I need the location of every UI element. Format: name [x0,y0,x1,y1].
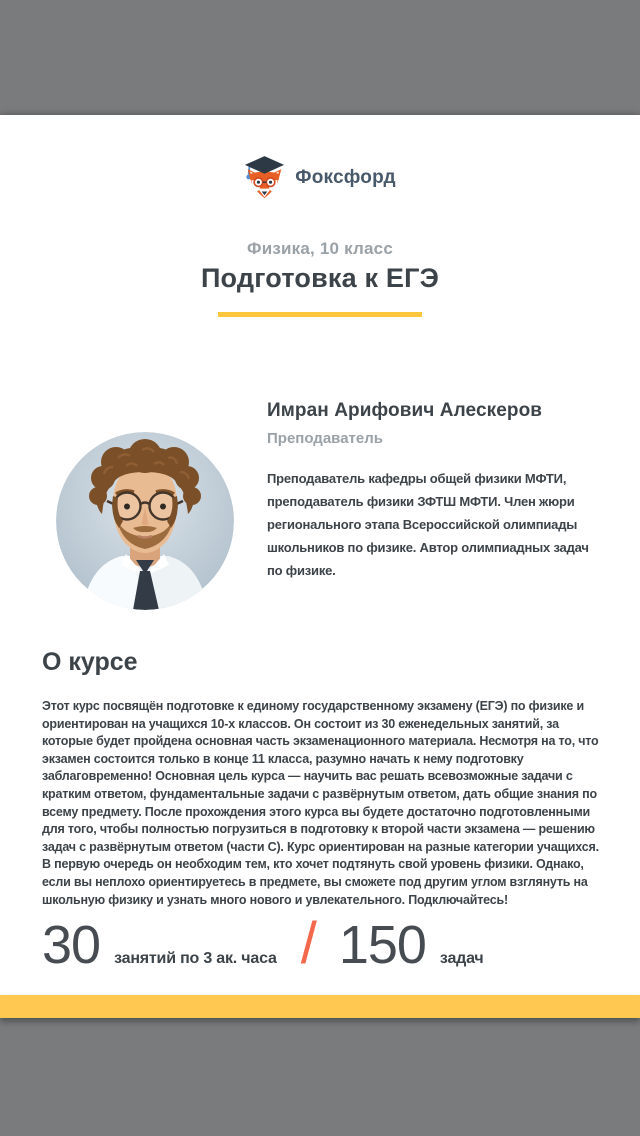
about-heading: О курсе [42,648,138,676]
lessons-count: 30 [42,915,101,975]
course-stats [42,911,602,976]
teacher-name: Имран Арифович Алескеров [267,400,543,421]
bottom-accent-bar [0,995,640,1018]
course-subtitle: Физика, 10 класс [247,239,393,258]
teacher-bio: Преподаватель кафедры общей физики МФТИ, преподаватель физики ЗФТШ МФТИ. Член жюри регионального этапа Всероссийской олимпиады школьников по физике. Автор олимпиадных задач по физике. [267,471,589,578]
course-card [0,115,640,995]
teacher-photo [56,432,234,610]
course-title: Подготовка к ЕГЭ [200,263,440,293]
teacher-info [267,400,601,582]
lessons-label: занятий по 3 ак. часа [114,950,277,967]
tasks-label: задач [439,950,484,967]
title-underline [218,312,422,317]
stats-divider-slash: / [300,911,317,976]
teacher-role: Преподаватель [267,430,383,447]
fox-logo-icon [244,155,285,200]
brand-name: Фоксфорд [295,166,396,188]
brand-logo[interactable] [0,155,640,200]
about-text: Этот курс посвящён подготовке к единому государственному экзамену (ЕГЭ) по физике и ориентирован на учащихся 10-х классов. Он состоит из 30 еженедельных занятий, за которые будет пройдена основная часть экзаменационного материала. Несмотря на то, что экзамен состоится только в конце 11 класса, разумно начать к нему подготовку заблаговременно! Основная цель курса — научить вас решать всевозможные задачи с кратким ответом, фундаментальные задачи с развёрнутым ответом, дать общие знания по всему предмету. После прохождения этого курса вы будете достаточно подготовленными для того, чтобы полностью погрузиться в подготовку к второй части экзамена — решению задач с развёрнутым ответом (части C). Курс ориентирован на разные категории учащихся. В первую очередь он необходим тем, кто хочет подтянуть свой уровень физики. Однако, если вы неплохо ориентируетесь в предмете, вы сможете под другим углом взглянуть на школьную физику и узнать много нового и увлекательного. Подключайтесь! [42,699,599,907]
tasks-count: 150 [338,915,426,975]
